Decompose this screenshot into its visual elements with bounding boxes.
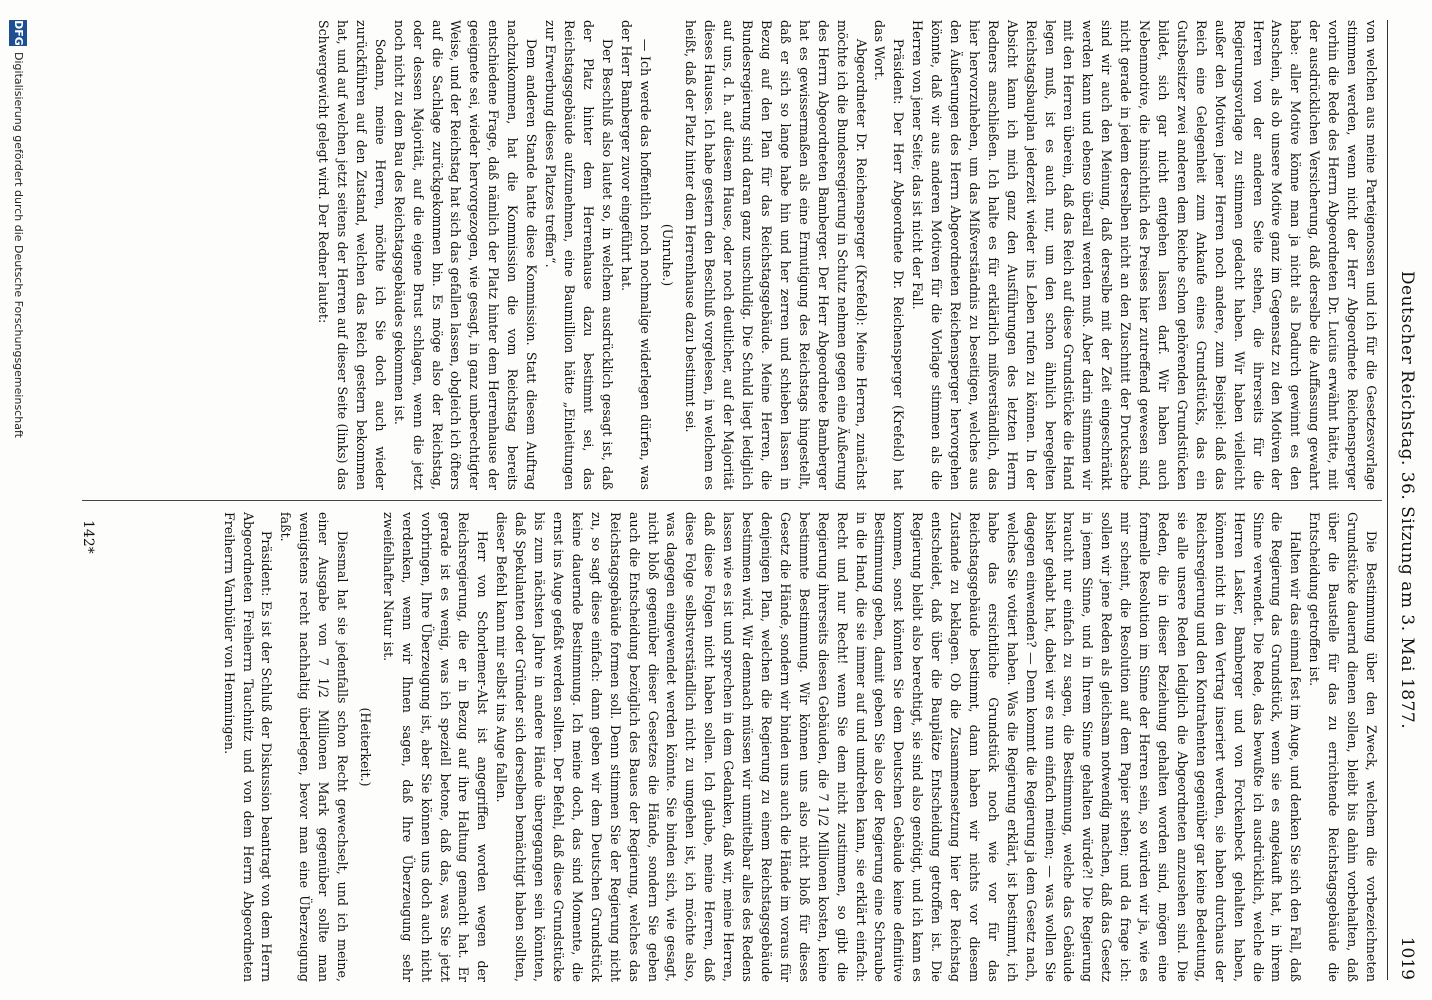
page-title: Deutscher Reichstag. 36. Sitzung am 3. Mai 1877. (1397, 270, 1417, 730)
page-footer: 142* (80, 520, 96, 554)
page-header (1390, 20, 1424, 980)
paragraph: Präsident: Der Herr Abgeordnete Dr. Reichensperger (Krefeld) hat das Wort. (872, 20, 907, 490)
left-column (313, 20, 1380, 490)
paragraph: Abgeordneter Dr. Reichensperger (Krefeld): Meine Herren, zunächst möchte ich die Bundesregierung in Schutz nehmen gegen eine Äußerung des Herrn Abgeordneten Bamberger. Der Herr Abgeordnete Bamberger hat es gewissermaßen als eine Ermutigung des Reichstags hingestellt, daß er sich so lange habe hin und her zerren und schieben lassen in Bezug auf den Plan für das Reichstagsgebäude. Meine Herren, die Bundesregierung sind daran ganz unschuldig. Die Schuld liegt lediglich auf uns, d. h. auf diesem Hause, oder noch deutlicher, auf der Majorität dieses Hauses. Ich habe gestern den Beschluß vorgelesen, in welchem es heißt, daß der Platz hinter dem Herrenhause dazu bestimmt sei. (683, 20, 869, 490)
paragraph: — Ich werde das hoffentlich noch nochmalige widerlegen dürfen, was der Herr Bamberger zuvor eingeführt hat. (618, 20, 653, 490)
paragraph: Präsident: Es ist der Schluß der Diskussion beantragt von dem Herrn Abgeordneten Freiherrn Tauchnitz und von dem Herrn Abgeordneten Freiherrn Varnbüler von Hemmingen. (221, 512, 275, 982)
page-number: 1019 (1397, 936, 1417, 980)
paragraph: Diesmal hat sie jedenfalls schon Recht gewechselt, und ich meine, einer Ausgabe von 7 1/2 Millionen Mark gegenüber sollte man wenigstens recht nachhaltig überlegen, bevor man eine Überzeugung faßt. (278, 512, 351, 982)
paragraph: Dem anderen Stande hatte diese Kommission. Statt diesem Auftrag nachzukommen, hat die Kommission die vom Reichstag bereits entschiedene Frage, daß nämlich der Platz hinter dem Herrenhause der geeignete sei, wieder hervorgezogen, wie gesagt, in ganz unberechtigter Weise, und der Reichstag hat sich das gefallen lassen, obgleich ich öfters auf die Sachlage zurückgekommen bin. Es möge also der Reichstag, oder dessen Majorität, auf die eigene Brust schlagen, wenn die jetzt noch nicht zu dem Bau des Reichstagsgebäudes gekommen ist. (391, 20, 540, 490)
column-divider (82, 500, 1382, 501)
paragraph: Halten wir das einmal fest im Auge, und denken Sie sich den Fall, daß die Regierung das Grundstück, wenn sie es angekauft hat, in ihrem Sinne verwendet. Die Rede, das bewußte ich ausdrücklich, welche die Herren Lasker, Bamberger und von Forckenbeck gehalten haben, können nicht in den Vertrag inseriert werden, sie haben durchaus der Reichsregierung und den Kontrahenten gegenüber gar keine Bedeutung, sie alle unsere Reden lediglich die Abgeordneten anzusehen sind. Die Reden, die in dieser Beziehung gehalten worden sind, mögen eine formelle Resolution im Sinne der Herren sein, so würden wir ja, wie es mir scheint, die Resolution auf dem Papier stehen; und da frage ich: sollen wir jene Reden als gleichsam notwendig machen, daß das Gesetz in jenem Sinne, und in Ihrem Sinne gehalten würde?! Die Regierung braucht nur einfach zu sagen, die Bestimmung, welche das Gebäude bisher gehabt hat, dabei wir es nun einfach meinen; — was wollen Sie dagegen einwenden? — Denn kommt die Regierung ja dem Gesetz nach, welches Sie votiert haben. Was die Regierung erklärt, ist bestimmt, ich habe das ersichtliche Grundstück noch wie vor für das Reichstagsgebäude bestimmt, dann haben wir nichts vor diesem Zustande zu beklagen. Ob die Zusammensetzung hier der Reichstag entscheidet, daß über die Bauplätze Entscheidung getroffen ist. Die Regierung bleibt also berechtigt, sie sind also genötigt, und ich kann es kommen, sonst könnten Sie dem Deutschen Gebäude keine definitive Bestimmung geben, damit geben Sie also der Regierung eine Schraube in die Hand, die sie immer auf und umdrehen kann, sie erklärt einfach: Recht und nur Recht! wenn Sie dem nicht zustimmen, so gibt die Regierung ihrerseits diesen Gebäuden, die 7 1/2 Millionen kosten, keine bestimmte Bestimmung. Wir können uns also nicht bloß für dieses Gesetz die Hände, sondern wir binden uns auch die Hände im voraus für denjenigen Plan, welchen die Regierung zu einem Reichstagsgebäude bestimmen wird. Wir demnach müssen wir unmittelbar alles des Redens lassen wie es ist und sprechen in dem Gedanken, daß wir, meine Herren, daß diese Folgen nicht haben sollen. Ich glaube, meine Herren, daß diese Folge selbstverständlich nicht zu umgehen ist, ich möchte also, was dagegen eingewendet werden könnte. Sie binden sich, wie gesagt, nicht bloß gegenüber dieser Gesetzes die Hände, sondern Sie geben auch die Entscheidung bezüglich des Baues der Regierung, welches das Reichstagsgebäude formen soll. Denn stimmen Sie der Regierung nicht zu, so sagt diese einfach: dann geben wir dem Deutschen Grundstück keine dauernde Bestimmung. Ich meine doch, das sind Momente, die ernst ins Auge gefaßt werden sollten. Der Befehl, daß diese Grundstücke bis zum nächsten Jahre in andere Hände übergegangen sein könnten, daß Spekulanten oder Gründer sich derselben bemächtigt haben sollten, dieser Befehl kann mir selbst ins Auge fallen. (494, 512, 1304, 982)
paragraph: Der Beschluß also lautet so, in welchem ausdrücklich gesagt ist, daß der Platz hinter dem Herrenhause dazu bestimmt sei, das Reichstagsgebäude aufzunehmen, eine Baumillion hätte „Einleitungen zur Erwerbung dieses Platzes treffen“. (543, 20, 615, 490)
interjection: (Heiterkeit.) (357, 707, 373, 787)
paragraph: von welchen aus meine Parteigenossen und ich für die Gesetzesvorlage stimmen werden, wenn nicht der Herr Abgeordnete Reichensperger vorhin die Rede des Herrn Abgeordneten Dr. Lucius erwähnt hätte, mit der ausdrücklichen Versicherung, daß derselbe die Auffassung gewahrt habe: aller Motive könne man ja nicht als Dadurch gewinnt es den Anschein, als ob unsere Motive ganz im Gegensatz zu den Motiven der Herren von der anderen Seite stehen, die ihrerseits für die Regierungsvorlage zu stimmen gedacht haben. Wir haben vielleicht außer den Motiven jener Herren noch andere, zum Beispiel: daß das Reich eine Gelegenheit zum Ankaufe eines Grundstücks, das ein Gutsbesitzer zwei anderen dem Reiche schon gehörenden Grundstücken bildet, sich gar nicht entgehen lassen darf. Wir haben auch Nebenmotive, die hinsichtlich des Preises hier zutreffend gewesen sind, nicht gerade in jedem derselben nicht an den Zuschnitt der Drucksache sind wir auch den Meinung, daß derselbe mit der Zeit eingeschränkt werden kann und ebenso überall werden muß. Aber darin stimmen wir mit den Herren überein, daß das Reich auf diese Grundstücke die Hand legen muß, ist es auch nur, um den schon ähnlich beregelten Reichstagsbauplan jederzeit wieder ins Leben rufen zu können. In der Absicht kann ich mich ganz den Ausführungen des letzten Herrn Redners anschließen. Ich halte es für erklärlich mißverständlich, das hier hervorzuheben, um das Mißverständnis zu beseitigen, welches aus den Äußerungen des Herrn Abgeordneten Reichensperger hervorgehen könnte, daß wir aus anderen Motiven für die Vorlage stimmen als die Herren von jener Seite; das ist nicht der Fall. (910, 20, 1379, 490)
right-column (219, 512, 1380, 982)
paragraph: Sodann, meine Herren, möchte ich Sie doch auch wieder zurückführen auf den Zustand, welchen das Reich gestern bekommen hat, und auf welchen jetzt seitens der Herren auf dieser Seite (links) das Schwergewicht gelegt wird. Der Redner lautet: (316, 20, 388, 490)
dfg-logo-icon: DFG (9, 20, 27, 46)
interjection: (Unruhe.) (660, 223, 676, 287)
header-rule (1387, 20, 1388, 980)
digitization-stamp (6, 20, 30, 980)
stamp-text: Digitalisierung gefördert durch die Deutsche Forschungsgemeinschaft (12, 52, 25, 438)
paragraph: Die Bestimmung über den Zweck, welchem die vorbezeichneten Grundstücke dauernd dienen sollen, bleibt bis dahin vorbehalten, daß über die Baustelle für das zu errichtende Reichstagsgebäude die Entscheidung getroffen ist. (1307, 512, 1379, 982)
paragraph: Herr von Schorlemer-Alst ist angegriffen worden wegen der Reichsregierung, die er in Bezug auf ihre Haltung gemacht hat. Er gerade ist es wenig, was ich speziell betone, daß das, was Sie jetzt vorbringen, Ihre Überzeugung ist, aber Sie können uns doch auch nicht verdenken, wenn wir Ihnen sagen, daß Ihre Überzeugung sehr zweifelhafter Natur ist. (380, 512, 491, 982)
